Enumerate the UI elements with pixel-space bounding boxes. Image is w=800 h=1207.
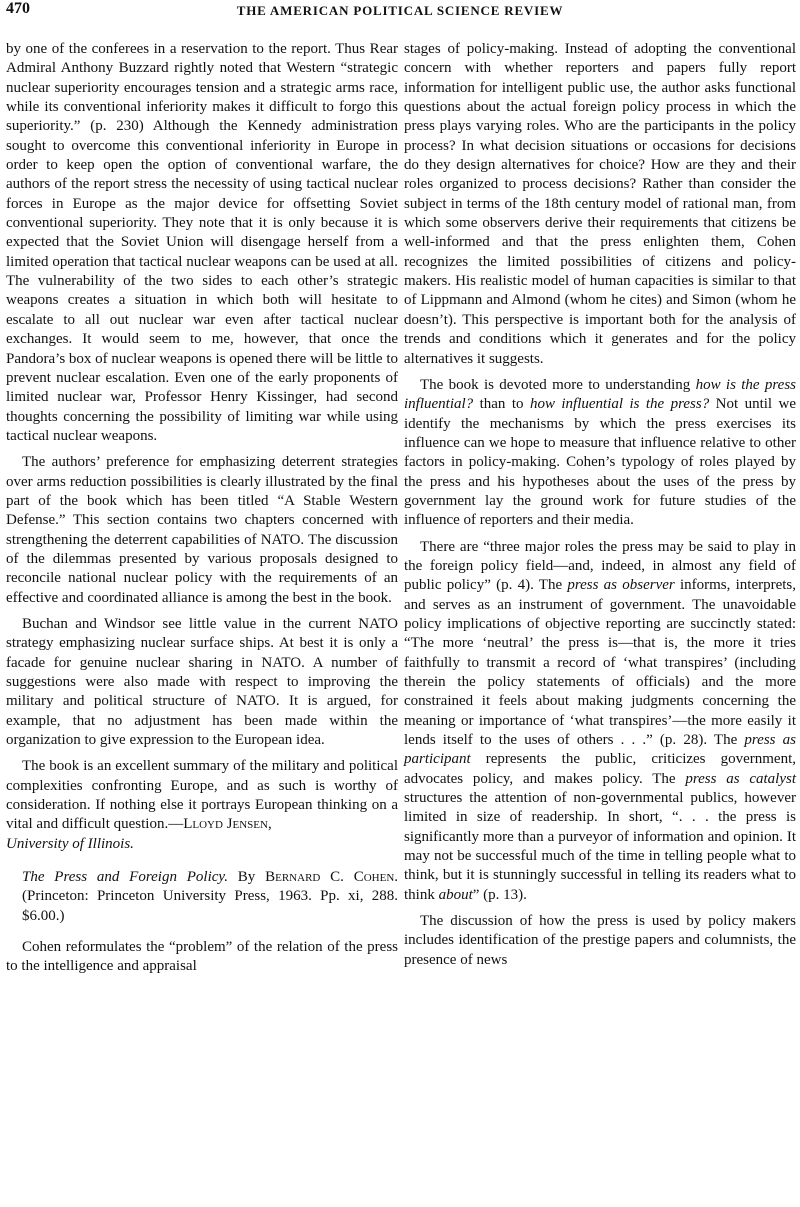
left-column — [6, 40, 398, 977]
right-column — [404, 40, 796, 970]
paragraph: Cohen reformulates the “problem” of the relation of the press to the intelligence and appraisal — [6, 939, 398, 975]
reviewer-name: Lloyd Jensen — [183, 816, 268, 833]
text-span: informs, interprets, and serves as an instrument of government. The unavoidable policy implications of objective reporting are succinctly stated: “The more ‘neutral’ the press is—that is, the more it tries faithfully to transmit a record of ‘what transpires’ (including therein the policy statements of officials) and the more constrained it feels about making judgments concerning the meaning or importance of ‘what transpires’—the more easily it lends itself to the uses of others . . .” (p. 28). The — [404, 577, 797, 749]
italic-span: press as observer — [567, 577, 675, 594]
paragraph: stages of policy-making. Instead of adopting the conventional concern with whether reporters and papers fully report information for intelligent public use, the author asks functional questions about the actual foreign policy process in which the press plays varying roles. Who are the participants in the policy process? In what decision situations or occasions for decisions do they design alternatives for choice? How are they and their roles organized to process decisions? Rather than consider the subject in terms of the 18th century model of rational man, from which some observers derive their requirements that citizens be well-informed and that the press enlighten them, Cohen recognizes the limited possibilities of citizens and policy-makers. His realistic model of human capacities is similar to that of Lippmann and Almond (whom he cites) and Simon (whom he doesn’t). This perspective is important both for the analysis of trends and conditions which it generates and for the policy alternatives it suggests. — [404, 41, 796, 367]
text-span: Not until we identify the mechanisms by which the press exercises its influence can we hope to measure that influence relative to other factors in policy-making. Cohen’s typology of roles played by the press and his hypotheses about the uses of the press by government lay the ground work for future studies of the influence of reporters and their media. — [404, 396, 796, 529]
paragraph-text: The book is an excellent summary of the military and political complexities confronting Europe, and as such is worthy of consideration. If nothing else it portrays European thinking on a vital and difficult question.— — [6, 758, 398, 833]
book-author: Bernard C. Cohen. — [265, 869, 399, 886]
italic-span: how influential is the press? — [529, 396, 710, 413]
publication-info: (Princeton: Princeton University Press, 1963. Pp. xi, 288. $6.00.) — [22, 888, 398, 924]
book-title: The Press and Foreign Policy. — [22, 869, 228, 886]
italic-span: about — [438, 886, 473, 903]
italic-span: how is the press influential? — [404, 376, 797, 413]
page-number: 470 — [6, 0, 30, 17]
paragraph: Buchan and Windsor see little value in the current NATO strategy emphasizing nuclear surface ships. At best it is only a facade for genuine nuclear sharing in NATO. A number of suggestions were also made with respect to improving the military and political structure of NATO. It is argued, for example, that no adjustment has been made within the organization to give expression to the European idea. — [6, 615, 398, 749]
paragraph — [404, 376, 796, 531]
text-span: than to — [473, 396, 530, 413]
running-head: THE AMERICAN POLITICAL SCIENCE REVIEW — [236, 3, 564, 18]
italic-span: press as catalyst — [685, 770, 796, 787]
book-review-heading — [6, 868, 398, 926]
reviewer-affiliation: University of Illinois. — [6, 835, 134, 852]
text-span: The book is devoted more to understanding — [420, 376, 696, 393]
paragraph: The discussion of how the press is used by policy makers includes identification of the prestige papers and columnists, the presence of news — [404, 913, 796, 968]
page-header — [0, 0, 800, 22]
paragraph — [404, 538, 796, 906]
review-by: By — [237, 869, 256, 886]
text-span: ” (p. 13). — [472, 886, 527, 903]
italic-span: press as participant — [404, 732, 796, 768]
paragraph: The book is an excellent summary of the military and political complexities confronting Europe, and as such is worthy of consideration. If nothing else it portrays European thinking on a vital and difficult question.—Lloyd Jensen, University of Illinois. — [6, 758, 398, 852]
paragraph: The authors’ preference for emphasizing deterrent strategies over arms reduction possibilities is clearly illustrated by the final part of the book which has been titled “A Stable Western Defense.” This section contains two chapters concerned with strengthening the deterrent capabilities of NATO. The discussion of the dilemmas presented by various proposals designed to reconcile national nuclear policy with the requirements of an effective and coordinated alliance is among the best in the book. — [6, 454, 398, 606]
text-span: There are “three major roles the press may be said to play in the foreign policy field—and, indeed, in almost any field of public policy” (p. 4). The — [404, 538, 796, 594]
paragraph: by one of the conferees in a reservation to the report. Thus Rear Admiral Anthony Buzzard rightly noted that Western “strategic nuclear superiority encourages tension and a strategic arms race, while its conventional inferiority makes it difficult to forgo this superiority.” (p. 230) Although the Kennedy administration sought to overcome this conventional inferiority in Europe in order to keep open the option of conventional warfare, the authors of the report stress the necessity of using tactical nuclear forces in Europe as the major device for offsetting Soviet conventional superiority. They note that it is only because it is expected that the Soviet Union will disengage herself from a limited operation that tactical nuclear weapons can be used at all. The vulnerability of the two sides to each other’s strategic weapons creates a situation in which both will hesitate to escalate to all out nuclear war even after tactical nuclear exchanges. It would seem to me, however, that once the Pandora’s box of nuclear weapons is opened there will be little to prevent nuclear escalation. Even one of the early proponents of limited nuclear war, Professor Henry Kissinger, had second thoughts concerning the possibility of limiting war while using tactical nuclear weapons. — [6, 41, 398, 444]
text-span: structures the attention of non-governmental publics, however limited in size of readership. In short, “. . . the press is significantly more than a purveyor of information and opinion. It may not be successful much of the time in telling people what to think, but it is stunningly successful in telling its readers what to think — [404, 790, 796, 903]
text-span: represents the public, criticizes government, advocates policy, and makes policy. The — [404, 751, 796, 787]
